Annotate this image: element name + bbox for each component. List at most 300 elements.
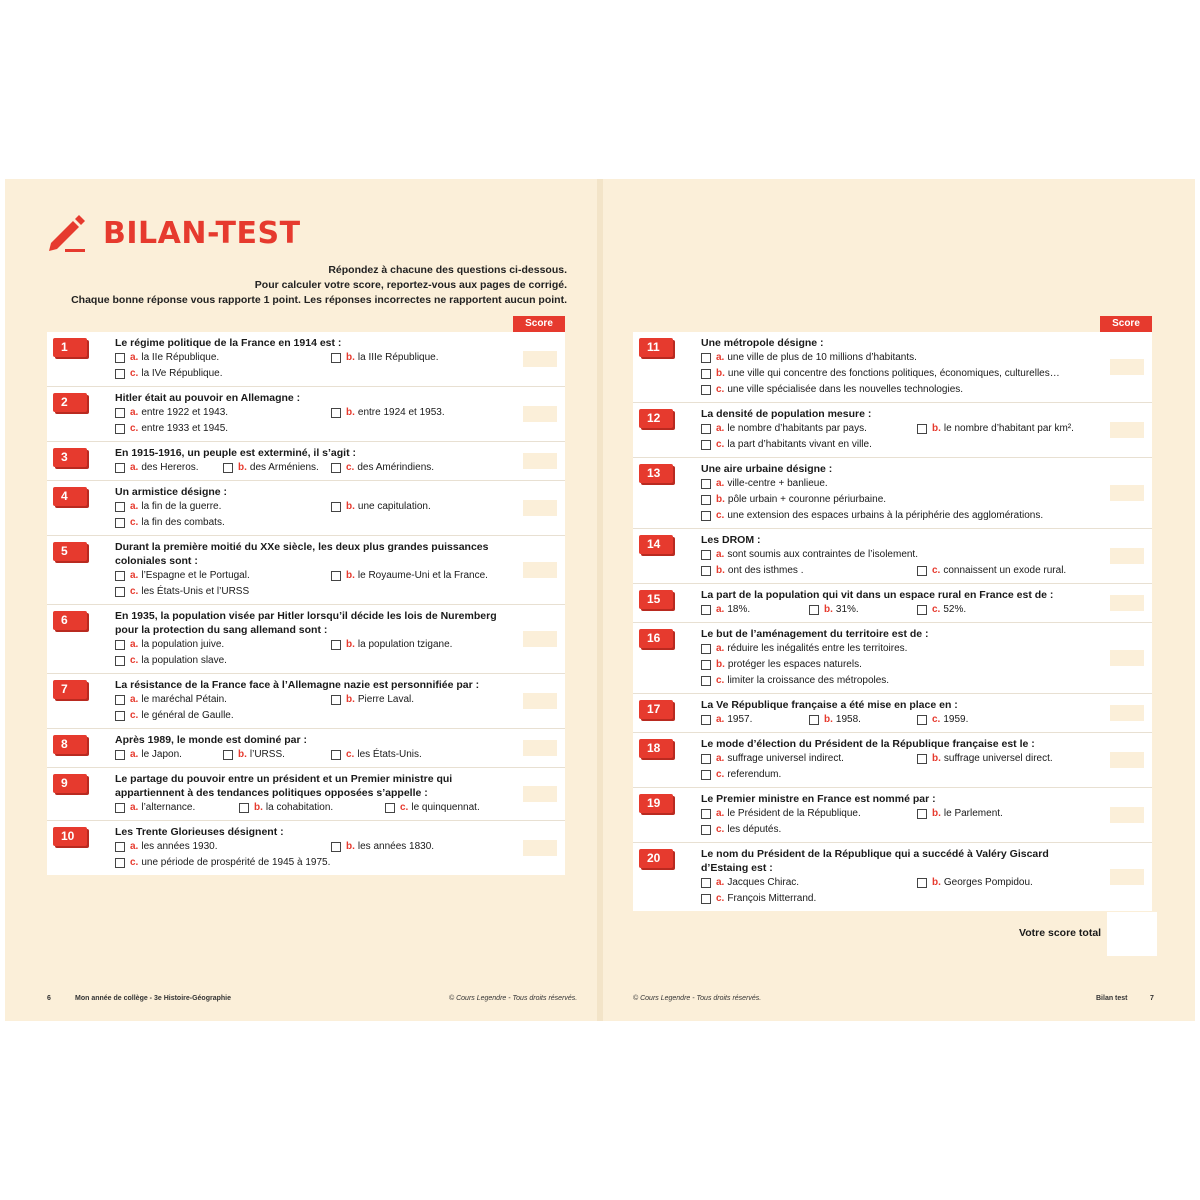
question-body	[115, 678, 507, 724]
answer-checkbox[interactable]	[115, 858, 125, 868]
score-box[interactable]	[523, 453, 557, 469]
answer-option[interactable]	[701, 508, 1043, 524]
answer-checkbox[interactable]	[701, 495, 711, 505]
option-text: réduire les inégalités entre les territoires.	[727, 643, 908, 654]
answer-checkbox[interactable]	[115, 353, 125, 363]
option-letter: a.	[716, 808, 725, 819]
option-letter: b.	[346, 501, 355, 512]
option-text: referendum.	[727, 769, 782, 780]
option-text: une ville spécialisée dans les nouvelles technologies.	[727, 384, 964, 395]
pencil-icon	[45, 211, 89, 255]
question-text: Le nom du Président de la République qui a succédé à Valéry Giscard d’Estaing est :	[701, 848, 1049, 874]
answer-checkbox[interactable]	[701, 511, 711, 521]
answer-checkbox[interactable]	[223, 750, 233, 760]
options-row	[701, 421, 1094, 437]
option-text: la IVe République.	[141, 368, 223, 379]
score-box[interactable]	[523, 562, 557, 578]
score-box[interactable]	[1110, 807, 1144, 823]
option-letter: c.	[716, 893, 725, 904]
answer-checkbox[interactable]	[115, 711, 125, 721]
option-text: 1957.	[727, 714, 753, 725]
answer-checkbox[interactable]	[701, 754, 711, 764]
answer-option[interactable]	[917, 751, 1053, 767]
score-box[interactable]	[523, 840, 557, 856]
options-row	[115, 692, 507, 708]
answer-option[interactable]	[115, 637, 331, 653]
answer-checkbox[interactable]	[115, 640, 125, 650]
answer-option[interactable]	[115, 855, 330, 871]
question-text: Le partage du pouvoir entre un président et un Premier ministre qui appartiennent à des tendances politiques opposées s’appelle :	[115, 773, 453, 799]
option-text: l’URSS.	[249, 749, 285, 760]
score-box[interactable]	[523, 740, 557, 756]
answer-checkbox[interactable]	[115, 502, 125, 512]
answer-checkbox[interactable]	[331, 695, 341, 705]
book-spread	[5, 179, 1195, 1021]
answer-option[interactable]	[701, 822, 781, 838]
answer-option[interactable]	[701, 382, 963, 398]
option-letter: b.	[716, 565, 725, 576]
option-text: les députés.	[727, 824, 782, 835]
option-text: entre 1924 et 1953.	[357, 407, 445, 418]
answer-checkbox[interactable]	[809, 605, 819, 615]
answer-checkbox[interactable]	[331, 750, 341, 760]
question-block	[47, 605, 565, 674]
question-block	[47, 674, 565, 729]
question-block	[47, 821, 565, 875]
options-row	[115, 499, 507, 515]
instructions	[47, 263, 567, 308]
question-block	[633, 843, 1152, 911]
answer-checkbox[interactable]	[917, 715, 927, 725]
option-letter: c.	[130, 517, 139, 528]
answer-checkbox[interactable]	[701, 353, 711, 363]
options-row	[701, 382, 1094, 398]
answer-checkbox[interactable]	[701, 550, 711, 560]
answer-option[interactable]	[115, 515, 225, 531]
answer-checkbox[interactable]	[239, 803, 249, 813]
instruction-line: Pour calculer votre score, reportez-vous aux pages de corrigé.	[254, 279, 567, 291]
answer-option[interactable]	[115, 708, 234, 724]
options-row	[701, 806, 1094, 822]
answer-option[interactable]	[917, 806, 1003, 822]
question-number-badge: 16	[639, 629, 673, 648]
question-number-badge: 9	[53, 774, 87, 793]
option-letter: b.	[346, 407, 355, 418]
option-text: des Arméniens.	[249, 462, 319, 473]
option-letter: c.	[716, 675, 725, 686]
score-box[interactable]	[523, 693, 557, 709]
question-block	[633, 332, 1152, 403]
answer-checkbox[interactable]	[115, 842, 125, 852]
option-letter: b.	[716, 368, 725, 379]
answer-checkbox[interactable]	[115, 369, 125, 379]
question-body	[115, 825, 507, 871]
options-row	[701, 350, 1094, 366]
score-box[interactable]	[523, 631, 557, 647]
option-letter: a.	[130, 501, 139, 512]
answer-checkbox[interactable]	[115, 803, 125, 813]
answer-option[interactable]	[701, 437, 872, 453]
options-row	[701, 891, 1094, 907]
option-text: la population slave.	[141, 655, 227, 666]
answer-option[interactable]	[917, 712, 968, 728]
question-number-badge: 19	[639, 794, 673, 813]
option-text: connaissent un exode rural.	[943, 565, 1067, 576]
option-letter: b.	[346, 639, 355, 650]
option-text: une extension des espaces urbains à la périphérie des agglomérations.	[727, 510, 1044, 521]
answer-option[interactable]	[115, 800, 239, 816]
answer-option[interactable]	[115, 405, 331, 421]
option-letter: b.	[716, 494, 725, 505]
options-row	[701, 673, 1094, 689]
score-box[interactable]	[1110, 869, 1144, 885]
answer-option[interactable]	[701, 806, 917, 822]
answer-checkbox[interactable]	[701, 878, 711, 888]
question-block	[633, 458, 1152, 529]
question-body	[115, 446, 507, 476]
option-text: le Parlement.	[943, 808, 1003, 819]
answer-option[interactable]	[809, 602, 917, 618]
score-box[interactable]	[1110, 705, 1144, 721]
question-text: Une aire urbaine désigne :	[701, 463, 833, 475]
option-letter: b.	[238, 462, 247, 473]
answer-checkbox[interactable]	[917, 424, 927, 434]
answer-option[interactable]	[701, 673, 889, 689]
question-number-badge: 13	[639, 464, 673, 483]
footer-section-title: Bilan test	[1096, 995, 1128, 1002]
options-row	[701, 508, 1094, 524]
answer-option[interactable]	[701, 421, 917, 437]
page-header	[45, 211, 301, 255]
answer-checkbox[interactable]	[115, 424, 125, 434]
question-number-badge: 6	[53, 611, 87, 630]
option-letter: b.	[346, 570, 355, 581]
answer-checkbox[interactable]	[115, 587, 125, 597]
option-letter: c.	[130, 423, 139, 434]
option-text: la fin de la guerre.	[141, 501, 222, 512]
answer-checkbox[interactable]	[917, 809, 927, 819]
options-row	[115, 747, 507, 763]
option-letter: b.	[932, 423, 941, 434]
question-text: En 1915-1916, un peuple est exterminé, il s’agit :	[115, 447, 357, 459]
option-letter: b.	[932, 877, 941, 888]
score-box[interactable]	[1110, 422, 1144, 438]
answer-checkbox[interactable]	[701, 424, 711, 434]
question-body	[701, 737, 1094, 783]
question-block	[633, 788, 1152, 843]
answer-checkbox[interactable]	[331, 502, 341, 512]
answer-option[interactable]	[331, 839, 434, 855]
answer-option[interactable]	[115, 568, 331, 584]
answer-checkbox[interactable]	[917, 605, 927, 615]
option-letter: b.	[346, 694, 355, 705]
options-row	[115, 800, 507, 816]
option-text: la cohabitation.	[265, 802, 334, 813]
option-letter: a.	[716, 352, 725, 363]
option-text: une ville qui concentre des fonctions politiques, économiques, culturelles…	[727, 368, 1060, 379]
option-text: la IIe République.	[141, 352, 220, 363]
answer-option[interactable]	[701, 891, 816, 907]
answer-checkbox[interactable]	[115, 656, 125, 666]
answer-option[interactable]	[115, 421, 228, 437]
answer-option[interactable]	[385, 800, 480, 816]
question-block	[47, 768, 565, 821]
options-row	[701, 366, 1094, 382]
footer-copyright: © Cours Legendre - Tous droits réservés.	[633, 995, 762, 1002]
option-text: 18%.	[727, 604, 751, 615]
answer-option[interactable]	[115, 366, 223, 382]
question-text: La part de la population qui vit dans un espace rural en France est de :	[701, 589, 1054, 601]
answer-option[interactable]	[331, 637, 452, 653]
score-box[interactable]	[523, 786, 557, 802]
answer-option[interactable]	[239, 800, 385, 816]
score-box[interactable]	[523, 351, 557, 367]
question-block	[47, 729, 565, 768]
answer-checkbox[interactable]	[701, 644, 711, 654]
answer-option[interactable]	[331, 499, 431, 515]
answer-option[interactable]	[115, 839, 331, 855]
answer-option[interactable]	[701, 492, 886, 508]
answer-checkbox[interactable]	[917, 566, 927, 576]
option-text: la population juive.	[141, 639, 225, 650]
answer-option[interactable]	[331, 350, 439, 366]
option-letter: a.	[130, 841, 139, 852]
option-letter: a.	[130, 694, 139, 705]
options-row	[115, 460, 507, 476]
option-letter: c.	[932, 714, 941, 725]
answer-checkbox[interactable]	[385, 803, 395, 813]
question-block	[633, 403, 1152, 458]
instruction-line: Répondez à chacune des questions ci-dessous.	[328, 264, 567, 276]
answer-checkbox[interactable]	[917, 754, 927, 764]
option-text: les États-Unis et l’URSS	[141, 586, 250, 597]
option-text: suffrage universel direct.	[943, 753, 1053, 764]
answer-option[interactable]	[917, 563, 1066, 579]
answer-checkbox[interactable]	[223, 463, 233, 473]
option-letter: c.	[716, 510, 725, 521]
options-row	[115, 366, 507, 382]
question-body	[701, 627, 1094, 689]
question-text: La résistance de la France face à l’Allemagne nazie est personnifiée par :	[115, 679, 480, 691]
question-number-badge: 12	[639, 409, 673, 428]
option-letter: c.	[346, 749, 355, 760]
option-text: Georges Pompidou.	[943, 877, 1033, 888]
answer-checkbox[interactable]	[331, 842, 341, 852]
options-row	[115, 708, 507, 724]
answer-checkbox[interactable]	[701, 369, 711, 379]
option-letter: a.	[130, 802, 139, 813]
answer-option[interactable]	[701, 366, 1060, 382]
answer-checkbox[interactable]	[701, 566, 711, 576]
option-text: une période de prospérité de 1945 à 1975.	[141, 857, 331, 868]
answer-checkbox[interactable]	[701, 825, 711, 835]
option-letter: c.	[130, 710, 139, 721]
score-box[interactable]	[523, 500, 557, 516]
question-number-badge: 11	[639, 338, 673, 357]
answer-option[interactable]	[809, 712, 917, 728]
answer-option[interactable]	[701, 641, 907, 657]
option-letter: b.	[932, 753, 941, 764]
answer-checkbox[interactable]	[701, 676, 711, 686]
question-body	[115, 733, 507, 763]
options-row	[701, 492, 1094, 508]
option-text: sont soumis aux contraintes de l’isolement.	[727, 549, 918, 560]
question-text: En 1935, la population visée par Hitler lorsqu’il décide les lois de Nuremberg pour la protection du sang allemand sont :	[115, 610, 497, 636]
option-letter: c.	[932, 604, 941, 615]
option-letter: a.	[130, 352, 139, 363]
option-letter: c.	[716, 769, 725, 780]
answer-option[interactable]	[115, 747, 223, 763]
answer-checkbox[interactable]	[115, 695, 125, 705]
question-body	[701, 588, 1094, 618]
option-letter: a.	[716, 549, 725, 560]
answer-option[interactable]	[701, 547, 918, 563]
options-row	[115, 515, 507, 531]
answer-checkbox[interactable]	[701, 770, 711, 780]
answer-checkbox[interactable]	[115, 518, 125, 528]
instruction-line: Chaque bonne réponse vous rapporte 1 point. Les réponses incorrectes ne rapportent aucun point.	[71, 294, 567, 306]
answer-option[interactable]	[115, 653, 227, 669]
question-text: Le Premier ministre en France est nommé par :	[701, 793, 936, 805]
question-text: Le but de l’aménagement du territoire est de :	[701, 628, 929, 640]
score-box[interactable]	[1110, 548, 1144, 564]
answer-option[interactable]	[331, 568, 488, 584]
answer-checkbox[interactable]	[331, 408, 341, 418]
option-text: Pierre Laval.	[357, 694, 415, 705]
answer-option[interactable]	[701, 602, 809, 618]
answer-option[interactable]	[115, 692, 331, 708]
answer-checkbox[interactable]	[331, 353, 341, 363]
option-text: le nombre d’habitants par pays.	[727, 423, 867, 434]
question-number-badge: 4	[53, 487, 87, 506]
option-text: limiter la croissance des métropoles.	[727, 675, 890, 686]
options-row	[115, 568, 507, 584]
question-number-badge: 10	[53, 827, 87, 846]
options-row	[701, 712, 1094, 728]
answer-option[interactable]	[115, 350, 331, 366]
answer-checkbox[interactable]	[115, 408, 125, 418]
option-text: François Mitterrand.	[727, 893, 817, 904]
score-box[interactable]	[1110, 595, 1144, 611]
answer-option[interactable]	[331, 405, 445, 421]
answer-checkbox[interactable]	[701, 440, 711, 450]
option-text: l’alternance.	[141, 802, 196, 813]
option-text: les années 1930.	[141, 841, 218, 852]
option-letter: a.	[716, 478, 725, 489]
option-letter: a.	[130, 749, 139, 760]
answer-option[interactable]	[917, 875, 1033, 891]
answer-checkbox[interactable]	[115, 750, 125, 760]
answer-option[interactable]	[701, 712, 809, 728]
answer-checkbox[interactable]	[701, 715, 711, 725]
answer-option[interactable]	[701, 751, 917, 767]
options-row	[115, 421, 507, 437]
answer-checkbox[interactable]	[331, 571, 341, 581]
right-page	[603, 179, 1195, 1021]
option-letter: c.	[932, 565, 941, 576]
footer-book-title: Mon année de collège - 3e Histoire-Géographie	[75, 995, 231, 1002]
score-box[interactable]	[1110, 752, 1144, 768]
options-row	[701, 822, 1094, 838]
options-row	[115, 584, 507, 600]
option-text: 52%.	[943, 604, 967, 615]
answer-checkbox[interactable]	[331, 640, 341, 650]
answer-checkbox[interactable]	[701, 479, 711, 489]
option-text: le général de Gaulle.	[141, 710, 234, 721]
answer-checkbox[interactable]	[701, 660, 711, 670]
answer-option[interactable]	[223, 460, 331, 476]
answer-option[interactable]	[701, 657, 862, 673]
score-box[interactable]	[1110, 359, 1144, 375]
answer-option[interactable]	[701, 563, 917, 579]
option-letter: a.	[716, 643, 725, 654]
answer-option[interactable]	[917, 421, 1074, 437]
option-letter: a.	[716, 423, 725, 434]
answer-option[interactable]	[115, 460, 223, 476]
answer-checkbox[interactable]	[701, 385, 711, 395]
answer-checkbox[interactable]	[115, 463, 125, 473]
options-row	[115, 405, 507, 421]
options-row	[701, 767, 1094, 783]
score-box[interactable]	[1110, 650, 1144, 666]
answer-checkbox[interactable]	[917, 878, 927, 888]
answer-option[interactable]	[701, 875, 917, 891]
answer-option[interactable]	[701, 476, 828, 492]
score-header: Score	[1100, 316, 1152, 332]
option-letter: c.	[130, 857, 139, 868]
option-letter: b.	[238, 749, 247, 760]
answer-checkbox[interactable]	[701, 809, 711, 819]
answer-checkbox[interactable]	[701, 894, 711, 904]
answer-option[interactable]	[701, 767, 781, 783]
answer-checkbox[interactable]	[331, 463, 341, 473]
answer-option[interactable]	[331, 460, 434, 476]
option-letter: b.	[932, 808, 941, 819]
question-number-badge: 18	[639, 739, 673, 758]
answer-option[interactable]	[917, 602, 966, 618]
option-text: la population tzigane.	[357, 639, 453, 650]
option-text: le Japon.	[141, 749, 182, 760]
answer-option[interactable]	[701, 350, 917, 366]
answer-option[interactable]	[331, 747, 422, 763]
question-block	[47, 481, 565, 536]
total-score-label: Votre score total	[1019, 927, 1102, 939]
total-score-box[interactable]	[1107, 912, 1157, 956]
score-box[interactable]	[1110, 485, 1144, 501]
question-number-badge: 1	[53, 338, 87, 357]
answer-checkbox[interactable]	[809, 715, 819, 725]
option-letter: a.	[716, 714, 725, 725]
question-number-badge: 2	[53, 393, 87, 412]
answer-option[interactable]	[115, 584, 249, 600]
option-letter: a.	[716, 604, 725, 615]
option-text: 1959.	[943, 714, 969, 725]
question-text: La Ve République française a été mise en place en :	[701, 699, 958, 711]
score-box[interactable]	[523, 406, 557, 422]
answer-option[interactable]	[115, 499, 331, 515]
question-body	[701, 847, 1094, 907]
answer-option[interactable]	[223, 747, 331, 763]
question-block	[633, 529, 1152, 584]
options-row	[115, 350, 507, 366]
footer-page-number: 7	[1150, 995, 1154, 1002]
footer-copyright: © Cours Legendre - Tous droits réservés.	[449, 995, 578, 1002]
answer-checkbox[interactable]	[701, 605, 711, 615]
question-number-badge: 8	[53, 735, 87, 754]
question-block	[47, 442, 565, 481]
answer-option[interactable]	[331, 692, 414, 708]
answer-checkbox[interactable]	[115, 571, 125, 581]
